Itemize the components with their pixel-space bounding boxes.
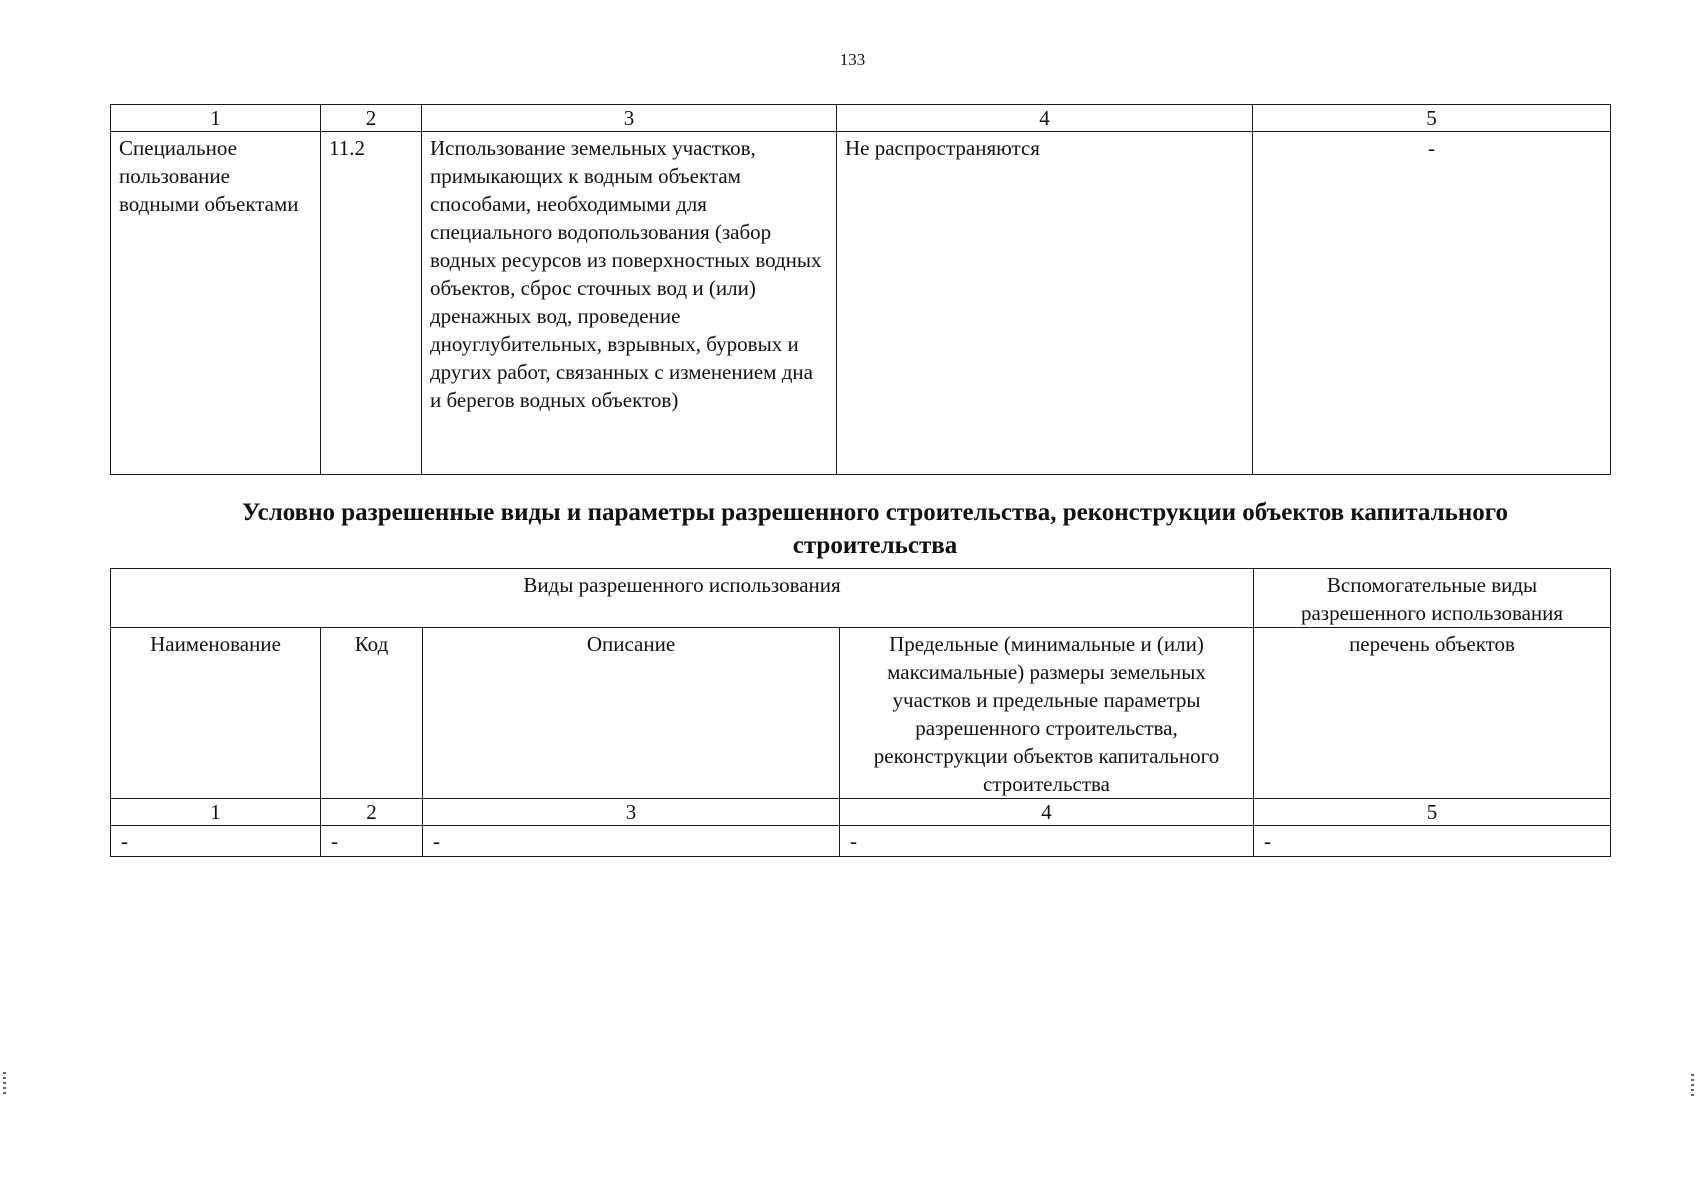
use-code-cell: 11.2 — [321, 132, 422, 475]
column-header-name: Наименование — [111, 628, 321, 799]
aux-header: Вспомогательные виды разрешенного использования — [1254, 569, 1611, 628]
conditionally-permitted-uses-table — [110, 568, 1611, 857]
scan-edge-mark-left — [3, 1072, 6, 1094]
column-number: 4 — [840, 799, 1254, 826]
section-heading: Условно разрешенные виды и параметры разрешенного строительства, реконструкции объектов капитального строительства — [241, 499, 1509, 559]
column-number: 3 — [422, 105, 837, 132]
column-header-description: Описание — [423, 628, 840, 799]
empty-aux-cell: - — [1254, 826, 1611, 857]
use-name-cell: Специальное пользование водными объектами — [111, 132, 321, 475]
empty-description-cell: - — [423, 826, 840, 857]
table-row — [111, 132, 1611, 475]
use-limits-cell: Не распространяются — [837, 132, 1253, 475]
column-number: 2 — [321, 799, 423, 826]
column-number: 3 — [423, 799, 840, 826]
page-number: 133 — [839, 50, 866, 69]
column-number: 4 — [837, 105, 1253, 132]
auxiliary-cell: - — [1253, 132, 1611, 475]
table-row — [111, 826, 1611, 857]
group-header-row — [111, 569, 1611, 628]
column-number: 5 — [1253, 105, 1611, 132]
column-number: 1 — [111, 799, 321, 826]
column-number: 5 — [1254, 799, 1611, 826]
column-number-row — [111, 799, 1611, 826]
group-header: Виды разрешенного использования — [111, 569, 1254, 628]
column-header-limits: Предельные (минимальные и (или) максимальные) размеры земельных участков и предельные параметры разрешенного строительства, реконструкции объектов капитального строительства — [840, 628, 1254, 799]
empty-name-cell: - — [111, 826, 321, 857]
column-header-aux-list: перечень объектов — [1254, 628, 1611, 799]
column-header-row — [111, 628, 1611, 799]
column-header-code: Код — [321, 628, 423, 799]
column-number: 1 — [111, 105, 321, 132]
use-description-cell: Использование земельных участков, примыкающих к водным объектам способами, необходимыми для специального водопользования (забор водных ресурсов из поверхностных водных объектов, сброс сточных вод и (или) дренажных вод, проведение дноуглубительных, взрывных, буровых и других работ, связанных с изменением дна и берегов водных объектов) — [422, 132, 837, 475]
empty-limits-cell: - — [840, 826, 1254, 857]
scan-edge-mark-right — [1691, 1074, 1694, 1096]
column-number: 2 — [321, 105, 422, 132]
empty-code-cell: - — [321, 826, 423, 857]
column-number-row — [111, 105, 1611, 132]
permitted-uses-table-continued — [110, 104, 1611, 475]
